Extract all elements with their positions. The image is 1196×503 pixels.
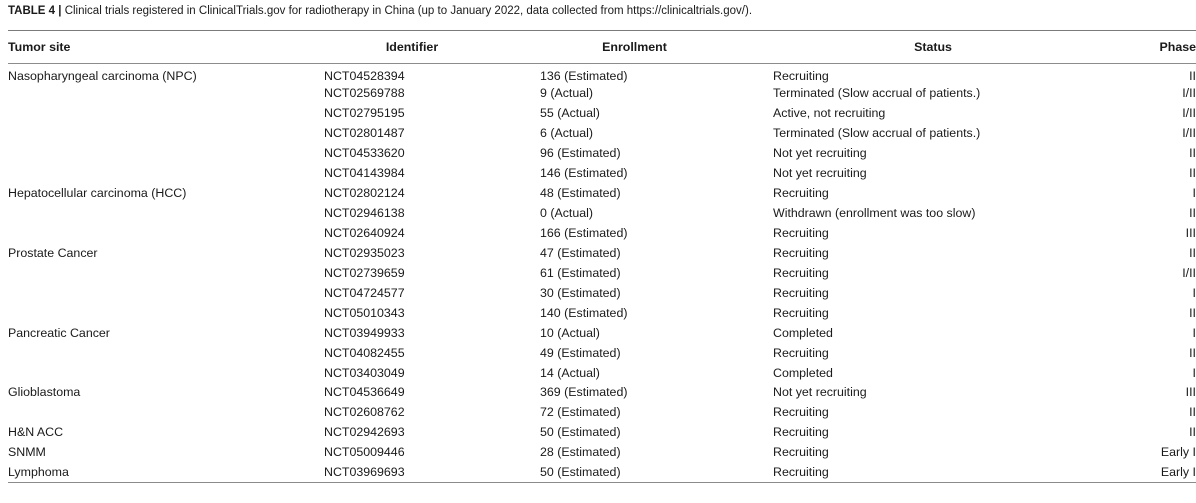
tumor-site-cell	[8, 143, 324, 163]
tumor-site-cell	[8, 263, 324, 283]
table-caption-text: Clinical trials registered in ClinicalTrials.gov for radiotherapy in China (up to January 2022, data collected from https://clinicaltrials.gov/).	[64, 5, 753, 17]
table-caption-label: TABLE 4 |	[8, 5, 62, 17]
table-row	[8, 263, 1196, 283]
enrollment-cell: 140 (Estimated)	[540, 305, 628, 320]
status-cell: Not yet recruiting	[773, 146, 867, 161]
identifier-cell: NCT02935023	[324, 245, 405, 260]
tumor-site-cell: Hepatocellular carcinoma (HCC)	[8, 186, 187, 201]
table-body	[8, 64, 1196, 483]
clinical-trials-table	[8, 30, 1196, 483]
phase-cell: Early I	[1133, 462, 1196, 482]
enrollment-cell: 166 (Estimated)	[540, 225, 628, 240]
table-row	[8, 343, 1196, 363]
status-cell: Active, not recruiting	[773, 106, 886, 121]
status-cell: Recruiting	[773, 462, 1133, 482]
table-row	[8, 223, 1196, 243]
tumor-site-cell: Lymphoma	[8, 462, 324, 482]
tumor-site-cell	[8, 343, 324, 363]
enrollment-cell: 9 (Actual)	[540, 86, 594, 101]
tumor-site-cell	[8, 203, 324, 223]
table-row	[8, 103, 1196, 123]
phase-cell: I	[1192, 186, 1196, 201]
identifier-cell: NCT04724577	[324, 285, 405, 300]
identifier-cell: NCT05010343	[324, 305, 405, 320]
table-row	[8, 243, 1196, 263]
table-row	[8, 183, 1196, 203]
table-row	[8, 422, 1196, 442]
tumor-site-cell	[8, 303, 324, 323]
table-header-row	[8, 31, 1196, 64]
enrollment-cell: 50 (Estimated)	[540, 462, 773, 482]
enrollment-cell: 72 (Estimated)	[540, 405, 621, 420]
phase-cell: II	[1189, 146, 1196, 161]
status-cell: Recruiting	[773, 285, 829, 300]
tumor-site-cell: SNMM	[8, 445, 46, 460]
status-cell: Recruiting	[773, 305, 829, 320]
enrollment-cell: 14 (Actual)	[540, 365, 600, 380]
status-cell: Withdrawn (enrollment was too slow)	[773, 206, 976, 221]
phase-cell: I	[1192, 285, 1196, 300]
phase-cell: III	[1185, 225, 1196, 240]
header-phase: Phase	[1133, 31, 1196, 64]
identifier-cell: NCT05009446	[324, 445, 405, 460]
tumor-site-cell	[8, 283, 324, 303]
tumor-site-cell: Nasopharyngeal carcinoma (NPC)	[8, 68, 197, 83]
identifier-cell: NCT03403049	[324, 365, 405, 380]
table-row	[8, 323, 1196, 343]
identifier-cell: NCT02795195	[324, 106, 405, 121]
tumor-site-cell	[8, 402, 324, 422]
identifier-cell: NCT02946138	[324, 206, 405, 221]
header-enrollment: Enrollment	[540, 31, 773, 64]
table-row	[8, 203, 1196, 223]
enrollment-cell: 6 (Actual)	[540, 126, 594, 141]
table-row	[8, 402, 1196, 422]
phase-cell: II	[1189, 425, 1196, 440]
table-row	[8, 163, 1196, 183]
tumor-site-cell: Glioblastoma	[8, 385, 81, 400]
table-row	[8, 303, 1196, 323]
tumor-site-cell	[8, 123, 324, 143]
phase-cell: II	[1189, 405, 1196, 420]
identifier-cell: NCT04533620	[324, 146, 405, 161]
status-cell: Recruiting	[773, 245, 829, 260]
table-row	[8, 64, 1196, 84]
table-row	[8, 283, 1196, 303]
tumor-site-cell	[8, 163, 324, 183]
enrollment-cell: 49 (Estimated)	[540, 345, 621, 360]
enrollment-cell: 28 (Estimated)	[540, 445, 621, 460]
tumor-site-cell	[8, 103, 324, 123]
status-cell: Completed	[773, 365, 833, 380]
enrollment-cell: 10 (Actual)	[540, 325, 600, 340]
status-cell: Not yet recruiting	[773, 166, 867, 181]
enrollment-cell: 55 (Actual)	[540, 106, 600, 121]
phase-cell: I	[1192, 325, 1196, 340]
phase-cell: I/II	[1182, 126, 1196, 141]
status-cell: Recruiting	[773, 425, 829, 440]
enrollment-cell: 0 (Actual)	[540, 206, 594, 221]
phase-cell: II	[1189, 345, 1196, 360]
status-cell: Recruiting	[773, 405, 829, 420]
enrollment-cell: 47 (Estimated)	[540, 245, 621, 260]
enrollment-cell: 96 (Estimated)	[540, 146, 621, 161]
identifier-cell: NCT04082455	[324, 345, 405, 360]
enrollment-cell: 146 (Estimated)	[540, 166, 628, 181]
identifier-cell: NCT04143984	[324, 166, 405, 181]
status-cell: Recruiting	[773, 186, 829, 201]
identifier-cell: NCT04528394	[324, 68, 405, 83]
phase-cell: II	[1189, 68, 1196, 83]
identifier-cell: NCT04536649	[324, 385, 405, 400]
tumor-site-cell: Prostate Cancer	[8, 245, 98, 260]
status-cell: Recruiting	[773, 445, 829, 460]
enrollment-cell: 30 (Estimated)	[540, 285, 621, 300]
tumor-site-cell	[8, 83, 324, 103]
phase-cell: I	[1192, 365, 1196, 380]
status-cell: Recruiting	[773, 225, 829, 240]
enrollment-cell: 48 (Estimated)	[540, 186, 621, 201]
phase-cell: II	[1189, 206, 1196, 221]
header-status: Status	[773, 31, 1133, 64]
identifier-cell: NCT03949933	[324, 325, 405, 340]
identifier-cell: NCT02569788	[324, 86, 405, 101]
status-cell: Not yet recruiting	[773, 385, 867, 400]
identifier-cell: NCT02942693	[324, 425, 405, 440]
status-cell: Terminated (Slow accrual of patients.)	[773, 126, 981, 141]
phase-cell: II	[1189, 166, 1196, 181]
table-row	[8, 83, 1196, 103]
status-cell: Completed	[773, 325, 833, 340]
table-row	[8, 143, 1196, 163]
phase-cell: I/II	[1182, 265, 1196, 280]
identifier-cell: NCT02608762	[324, 405, 405, 420]
identifier-cell: NCT02801487	[324, 126, 405, 141]
table-row	[8, 462, 1196, 482]
phase-cell: I/II	[1182, 86, 1196, 101]
tumor-site-cell: H&N ACC	[8, 425, 64, 440]
phase-cell: I/II	[1182, 106, 1196, 121]
header-identifier: Identifier	[324, 31, 540, 64]
status-cell: Terminated (Slow accrual of patients.)	[773, 86, 981, 101]
phase-cell: II	[1189, 305, 1196, 320]
status-cell: Recruiting	[773, 345, 829, 360]
enrollment-cell: 369 (Estimated)	[540, 385, 628, 400]
phase-cell: Early I	[1160, 445, 1196, 460]
enrollment-cell: 136 (Estimated)	[540, 68, 628, 83]
enrollment-cell: 50 (Estimated)	[540, 425, 621, 440]
identifier-cell: NCT03969693	[324, 462, 540, 482]
identifier-cell: NCT02802124	[324, 186, 405, 201]
identifier-cell: NCT02640924	[324, 225, 405, 240]
header-tumor-site: Tumor site	[8, 31, 324, 64]
table-row	[8, 442, 1196, 462]
table-caption	[8, 4, 1072, 18]
enrollment-cell: 61 (Estimated)	[540, 265, 621, 280]
phase-cell: II	[1189, 245, 1196, 260]
tumor-site-cell	[8, 363, 324, 383]
table-row	[8, 363, 1196, 383]
status-cell: Recruiting	[773, 265, 829, 280]
identifier-cell: NCT02739659	[324, 265, 405, 280]
tumor-site-cell: Pancreatic Cancer	[8, 325, 110, 340]
table-row	[8, 383, 1196, 403]
table-row	[8, 123, 1196, 143]
phase-cell: III	[1185, 385, 1196, 400]
tumor-site-cell	[8, 223, 324, 243]
status-cell: Recruiting	[773, 68, 829, 83]
